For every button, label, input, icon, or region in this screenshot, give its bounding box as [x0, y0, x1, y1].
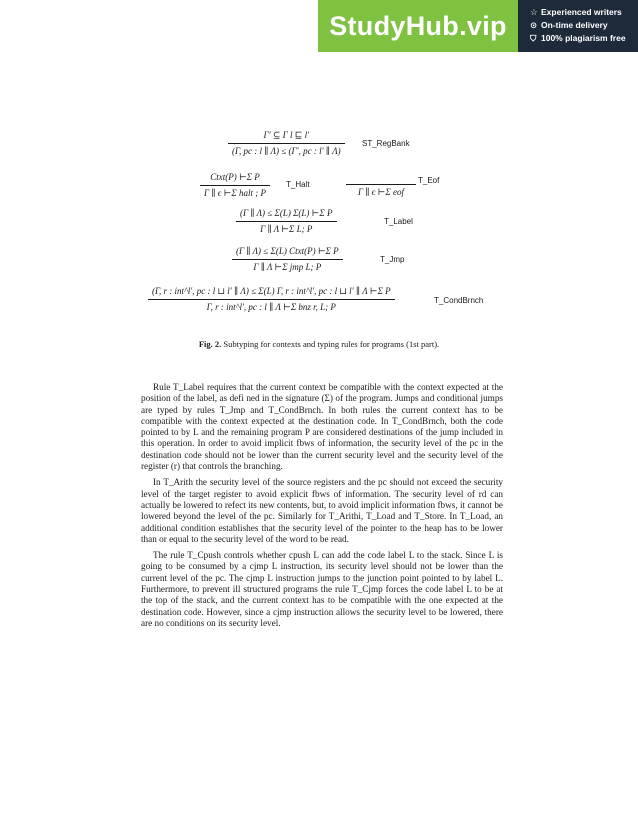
- rule-regbank: $\frac{\text{Γ′ ⊆ Γ l ⊑ l′}}{(\Gamma, pc : l \parallel \Lambda) \le (\Gamma', pc : l' \parallel \Lambda)}$ ST_RegBank: [228, 130, 345, 157]
- feature-item: ⛉ 100% plagiarism free: [530, 33, 626, 43]
- figure-caption-text: Subtyping for contexts and typing rules for programs (1st part).: [223, 339, 440, 349]
- rule-name: T_CondBrnch: [434, 296, 484, 305]
- rule-eof: Γ ∥ ϵ ⊢Σ eof T_Eof: [346, 172, 416, 198]
- feature-item: ☆ Experienced writers: [530, 7, 622, 17]
- paragraph: In T_Arith the security level of the source registers and the pc should not exceed the security level of the target register to avoid explicit fbws of information. The security level of rd can actually be lowered to refect its new contents, but, to avoid implicit information fbws, it cannot be lowered beyond the level of the pc. Similarly for T_Arithi, T_Load and T_Store. In T_Load, an additional condition establishes that the security level of the pointer to the heap has to be lower than or equal to the security level of the word to be read.: [141, 477, 503, 544]
- clock-icon: ⊙: [530, 20, 538, 30]
- shield-icon: ⛉: [530, 33, 537, 43]
- feature-list: [518, 0, 638, 52]
- rule-name: T_Eof: [418, 176, 440, 185]
- paragraph: The rule T_Cpush controls whether cpush L can add the code label L to the stack. Since L is going to be consumed by a cjmp L instruction, its security level should not be lower than the current level of the pc. The cjmp L instruction jumps to the junction point pointed to by label L. Furthermore, to prevent ill structured programs the rule T_Cjmp forces the code label L to be at the top of the stack, and the current context has to be compatible with the one expected at the destination code. However, since a cjmp instruction allows the security level to be lowered, there are no conditions on its security level.: [141, 550, 503, 628]
- rule-halt: $\frac{\text{Ctxt(P) ⊢Σ P}}{\text{Γ ∥ ϵ ⊢Σ halt ; P}}$ T_Halt: [200, 172, 270, 199]
- rule-name: T_Jmp: [380, 255, 405, 264]
- figure-caption: [0, 339, 638, 349]
- rule-name: T_Label: [384, 217, 413, 226]
- rule-name: T_Halt: [286, 180, 310, 189]
- rule-jmp: $\frac{\text{(Γ ∥ Λ) ≤ Σ(L) Ctxt(P) ⊢Σ P}}{\text{Γ ∥ Λ ⊢Σ jmp L; P}}$ T_Jmp: [232, 246, 343, 273]
- rule-label: $\frac{\text{(Γ ∥ Λ) ≤ Σ(L) Σ(L) ⊢Σ P}}{\text{Γ ∥ Λ ⊢Σ L; P}}$ T_Label: [236, 208, 337, 235]
- rule-condbrnch: (Γ, r : int^l′, pc : l ⊔ l′ ∥ Λ) ≤ Σ(L) Γ, r : int^l′, pc : l ⊔ l′ ∥ Λ ⊢Σ P Γ, r : int^l′, pc : l ∥ Λ ⊢Σ bnz r, L; P T_CondBrnch: [148, 286, 395, 313]
- rule-name: ST_RegBank: [362, 139, 410, 148]
- studyhub-logo[interactable]: StudyHub.vip: [318, 0, 518, 52]
- star-icon: ☆: [530, 7, 538, 17]
- body-text: [141, 382, 503, 634]
- figure-label: Fig. 2.: [198, 339, 222, 349]
- paragraph: Rule T_Label requires that the current context be compatible with the context expected at the position of the label, as defi ned in the signature (Σ) of the program. Jumps and conditional jumps are typed by rules T_Jmp and T_CondBrnch. In both rules the current context has to be compatible with the context expected at the destination code. In T_CondBrnch, both the code pointed to by L and the remaining program P are considered destinations of the jump included in this operation. In order to avoid implicit fbws of information, the security level of the pc in the destination code should not be lower than the current security level and the security level of the register (r) that controls the branching.: [141, 382, 503, 472]
- ad-banner[interactable]: [318, 0, 638, 52]
- feature-item: ⊙ On-time delivery: [530, 20, 608, 30]
